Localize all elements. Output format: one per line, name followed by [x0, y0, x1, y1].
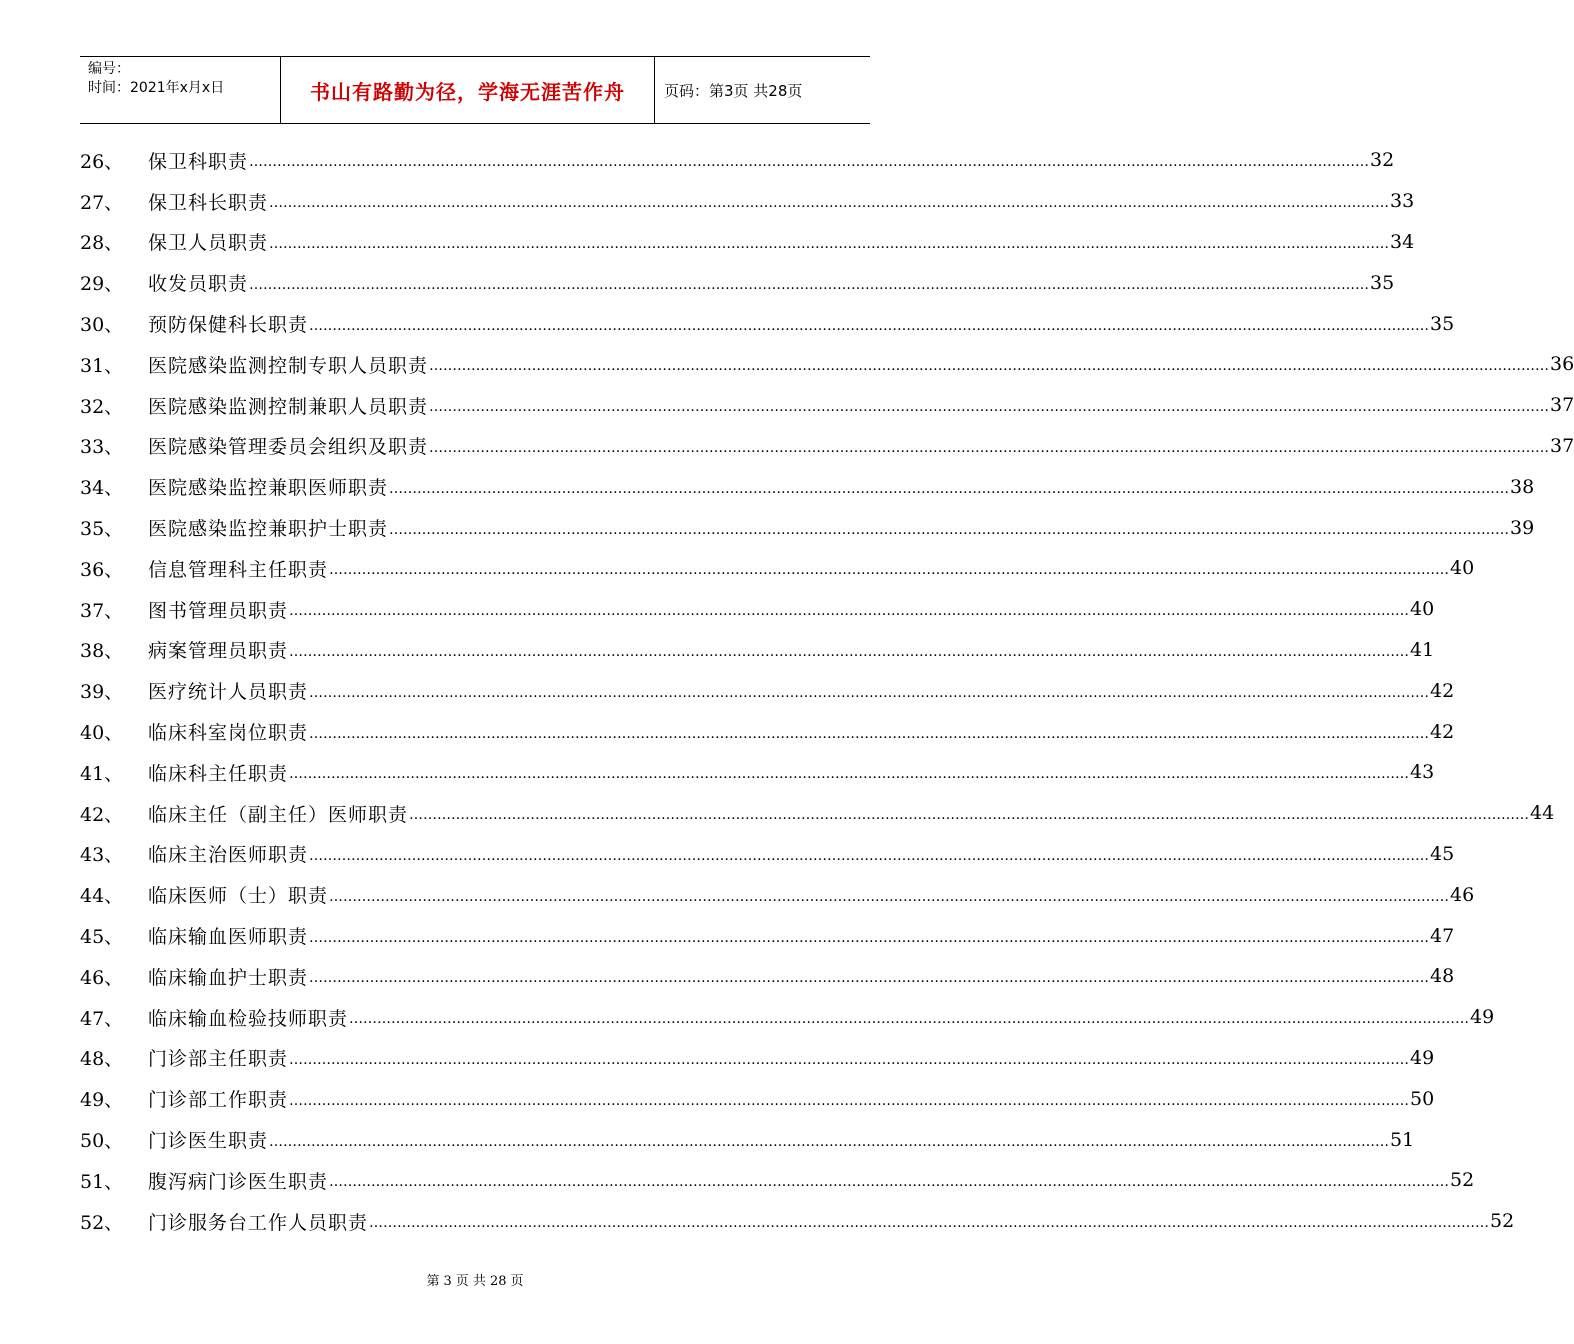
toc-entry-page: 50 — [1410, 1087, 1435, 1110]
toc-entry[interactable] — [80, 181, 1415, 222]
toc-entry-page: 49 — [1470, 1006, 1495, 1029]
toc-dot-leader: …………………………………………………………………………………………………………………………………………………………………………………………………………………… — [269, 195, 1390, 212]
toc-entry-number: 30、 — [80, 314, 124, 337]
toc-dot-leader: …………………………………………………………………………………………………………………………………………………………………………………………………………………… — [389, 521, 1510, 538]
toc-entry[interactable] — [80, 793, 1555, 834]
toc-dot-leader: …………………………………………………………………………………………………………………………………………………………………………………………………………………… — [309, 317, 1430, 334]
toc-entry-title: 保卫科职责 — [148, 150, 249, 173]
toc-entry-number: 36、 — [80, 558, 124, 581]
page-footer — [0, 1270, 950, 1289]
toc-entry[interactable] — [80, 711, 1455, 752]
toc-entry-page: 52 — [1490, 1210, 1515, 1233]
footer-current-page: 3 — [443, 1274, 452, 1289]
footer-total-pages: 28 — [489, 1274, 507, 1289]
toc-dot-leader: …………………………………………………………………………………………………………………………………………………………………………………………………………………… — [249, 276, 1370, 293]
toc-entry-page: 44 — [1530, 802, 1555, 825]
toc-dot-leader: …………………………………………………………………………………………………………………………………………………………………………………………………………………… — [289, 766, 1410, 783]
toc-entry-title: 门诊医生职责 — [148, 1130, 269, 1153]
toc-entry[interactable] — [80, 997, 1495, 1038]
toc-entry-number: 34、 — [80, 477, 124, 500]
toc-entry-page: 32 — [1370, 149, 1395, 172]
toc-entry-title: 临床输血护士职责 — [148, 966, 309, 989]
toc-entry-page: 40 — [1410, 598, 1435, 621]
toc-entry[interactable] — [80, 915, 1455, 956]
toc-entry-title: 预防保健科长职责 — [148, 314, 309, 337]
toc-entry-title: 腹泻病门诊医生职责 — [148, 1170, 329, 1193]
toc-entry-title: 门诊服务台工作人员职责 — [148, 1211, 369, 1234]
toc-dot-leader: …………………………………………………………………………………………………………………………………………………………………………………………………………………… — [309, 725, 1430, 742]
toc-entry-title: 医院感染监测控制专职人员职责 — [148, 354, 429, 377]
toc-entry-number: 28、 — [80, 232, 124, 255]
toc-entry-number: 51、 — [80, 1170, 124, 1193]
toc-entry-page: 52 — [1450, 1169, 1475, 1192]
toc-entry-page: 46 — [1450, 883, 1475, 906]
toc-dot-leader: …………………………………………………………………………………………………………………………………………………………………………………………………………………… — [329, 1174, 1450, 1191]
toc-entry[interactable] — [80, 1078, 1435, 1119]
toc-entry-number: 47、 — [80, 1007, 124, 1030]
toc-entry-title: 医院感染监控兼职护士职责 — [148, 518, 389, 541]
toc-entry-page: 47 — [1430, 924, 1455, 947]
toc-entry-title: 医院感染监测控制兼职人员职责 — [148, 395, 429, 418]
toc-entry-page: 36 — [1550, 353, 1574, 376]
toc-dot-leader: …………………………………………………………………………………………………………………………………………………………………………………………………………………… — [349, 1011, 1470, 1028]
toc-entry-number: 26、 — [80, 150, 124, 173]
toc-entry-number: 27、 — [80, 191, 124, 214]
toc-entry-page: 34 — [1390, 230, 1415, 253]
toc-entry[interactable] — [80, 956, 1455, 997]
toc-entry-title: 临床科室岗位职责 — [148, 722, 309, 745]
toc-entry[interactable] — [80, 1160, 1475, 1201]
header-motto: 书山有路勤为径，学海无涯苦作舟 — [310, 79, 625, 104]
toc-entry-title: 门诊部主任职责 — [148, 1048, 289, 1071]
toc-dot-leader: …………………………………………………………………………………………………………………………………………………………………………………………………………………… — [329, 888, 1450, 905]
toc-entry-title: 临床医师（士）职责 — [148, 885, 329, 908]
toc-entry-title: 保卫科长职责 — [148, 191, 269, 214]
toc-entry[interactable] — [80, 303, 1455, 344]
toc-entry-number: 49、 — [80, 1089, 124, 1112]
toc-entry[interactable] — [80, 874, 1475, 915]
toc-entry-page: 48 — [1430, 965, 1455, 988]
toc-entry[interactable] — [80, 1119, 1415, 1160]
toc-dot-leader: …………………………………………………………………………………………………………………………………………………………………………………………………………………… — [429, 399, 1550, 416]
toc-entry-number: 45、 — [80, 926, 124, 949]
toc-entry-title: 医疗统计人员职责 — [148, 681, 309, 704]
toc-dot-leader: …………………………………………………………………………………………………………………………………………………………………………………………………………………… — [309, 847, 1430, 864]
footer-suffix: 页 — [510, 1274, 524, 1289]
toc-dot-leader: …………………………………………………………………………………………………………………………………………………………………………………………………………………… — [309, 684, 1430, 701]
toc-dot-leader: …………………………………………………………………………………………………………………………………………………………………………………………………………………… — [329, 562, 1450, 579]
toc-entry[interactable] — [80, 548, 1475, 589]
toc-dot-leader: …………………………………………………………………………………………………………………………………………………………………………………………………………………… — [289, 643, 1410, 660]
toc-entry[interactable] — [80, 1201, 1515, 1242]
toc-entry-number: 32、 — [80, 395, 124, 418]
toc-entry-title: 临床科主任职责 — [148, 762, 289, 785]
page-header — [80, 56, 870, 124]
toc-entry-number: 39、 — [80, 681, 124, 704]
toc-dot-leader: …………………………………………………………………………………………………………………………………………………………………………………………………………………… — [309, 929, 1430, 946]
header-page-info: 页码：第3页 共28页 — [664, 81, 803, 100]
toc-dot-leader: …………………………………………………………………………………………………………………………………………………………………………………………………………………… — [249, 154, 1370, 171]
toc-entry-page: 41 — [1410, 638, 1435, 661]
toc-entry-page: 33 — [1390, 190, 1415, 213]
number-label: 编号： — [88, 61, 130, 77]
toc-entry-title: 医院感染管理委员会组织及职责 — [148, 436, 429, 459]
toc-entry-page: 42 — [1430, 720, 1455, 743]
toc-entry-page: 35 — [1370, 271, 1395, 294]
toc-entry-title: 收发员职责 — [148, 273, 249, 296]
time-label: 时间：2021年x月x日 — [88, 80, 225, 96]
toc-entry-number: 42、 — [80, 803, 124, 826]
toc-entry[interactable] — [80, 589, 1435, 630]
toc-entry[interactable] — [80, 670, 1455, 711]
toc-entry[interactable] — [80, 630, 1435, 671]
toc-entry[interactable] — [80, 752, 1435, 793]
toc-dot-leader: …………………………………………………………………………………………………………………………………………………………………………………………………………………… — [389, 480, 1510, 497]
toc-dot-leader: …………………………………………………………………………………………………………………………………………………………………………………………………………………… — [369, 1215, 1490, 1232]
toc-entry-number: 29、 — [80, 273, 124, 296]
toc-entry-title: 门诊部工作职责 — [148, 1089, 289, 1112]
toc-entry-number: 50、 — [80, 1130, 124, 1153]
toc-entry-page: 39 — [1510, 516, 1535, 539]
toc-entry[interactable] — [80, 385, 1574, 426]
toc-entry-page: 45 — [1430, 842, 1455, 865]
toc-entry[interactable] — [80, 1038, 1435, 1079]
toc-entry-number: 31、 — [80, 354, 124, 377]
toc-entry-title: 临床主任（副主任）医师职责 — [148, 803, 409, 826]
toc-entry-number: 37、 — [80, 599, 124, 622]
toc-entry-number: 35、 — [80, 518, 124, 541]
toc-entry-number: 38、 — [80, 640, 124, 663]
header-divider — [654, 57, 655, 123]
header-meta — [88, 60, 278, 98]
toc-entry-number: 46、 — [80, 966, 124, 989]
toc-entry[interactable] — [80, 344, 1574, 385]
toc-dot-leader: …………………………………………………………………………………………………………………………………………………………………………………………………………………… — [429, 358, 1550, 375]
toc-entry-page: 43 — [1410, 761, 1435, 784]
toc-dot-leader: …………………………………………………………………………………………………………………………………………………………………………………………………………………… — [269, 235, 1390, 252]
toc-entry-page: 42 — [1430, 679, 1455, 702]
toc-entry-page: 35 — [1430, 312, 1455, 335]
toc-entry-number: 40、 — [80, 722, 124, 745]
toc-entry-page: 51 — [1390, 1128, 1415, 1151]
toc-entry-page: 37 — [1550, 434, 1574, 457]
toc-dot-leader: …………………………………………………………………………………………………………………………………………………………………………………………………………………… — [289, 1092, 1410, 1109]
toc-entry-title: 临床输血医师职责 — [148, 926, 309, 949]
toc-entry-number: 48、 — [80, 1048, 124, 1071]
toc-entry-number: 44、 — [80, 885, 124, 908]
toc-entry[interactable] — [80, 222, 1415, 263]
toc-entry-title: 临床主治医师职责 — [148, 844, 309, 867]
toc-entry-page: 37 — [1550, 394, 1574, 417]
toc-entry-number: 41、 — [80, 762, 124, 785]
toc-entry-title: 病案管理员职责 — [148, 640, 289, 663]
toc-entry-title: 图书管理员职责 — [148, 599, 289, 622]
toc-entry-title: 医院感染监控兼职医师职责 — [148, 477, 389, 500]
toc-dot-leader: …………………………………………………………………………………………………………………………………………………………………………………………………………………… — [429, 439, 1550, 456]
toc-entry-number: 33、 — [80, 436, 124, 459]
toc-entry-page: 40 — [1450, 557, 1475, 580]
toc-dot-leader: …………………………………………………………………………………………………………………………………………………………………………………………………………………… — [409, 807, 1530, 824]
toc-entry[interactable] — [80, 466, 1535, 507]
toc-entry-page: 38 — [1510, 475, 1535, 498]
toc-entry[interactable] — [80, 140, 1395, 181]
toc-entry[interactable] — [80, 262, 1395, 303]
footer-mid: 页 共 — [455, 1274, 486, 1289]
toc-dot-leader: …………………………………………………………………………………………………………………………………………………………………………………………………………………… — [269, 1133, 1390, 1150]
toc-entry[interactable] — [80, 834, 1455, 875]
toc-entry-number: 43、 — [80, 844, 124, 867]
toc-entry[interactable] — [80, 426, 1574, 467]
toc-dot-leader: …………………………………………………………………………………………………………………………………………………………………………………………………………………… — [309, 970, 1430, 987]
toc-entry-title: 保卫人员职责 — [148, 232, 269, 255]
footer-prefix: 第 — [426, 1274, 440, 1289]
toc-entry[interactable] — [80, 507, 1535, 548]
toc-entry-page: 49 — [1410, 1046, 1435, 1069]
table-of-contents — [80, 140, 1574, 1242]
toc-entry-number: 52、 — [80, 1211, 124, 1234]
toc-entry-title: 临床输血检验技师职责 — [148, 1007, 349, 1030]
toc-entry-title: 信息管理科主任职责 — [148, 558, 329, 581]
toc-dot-leader: …………………………………………………………………………………………………………………………………………………………………………………………………………………… — [289, 603, 1410, 620]
toc-dot-leader: …………………………………………………………………………………………………………………………………………………………………………………………………………………… — [289, 1051, 1410, 1068]
